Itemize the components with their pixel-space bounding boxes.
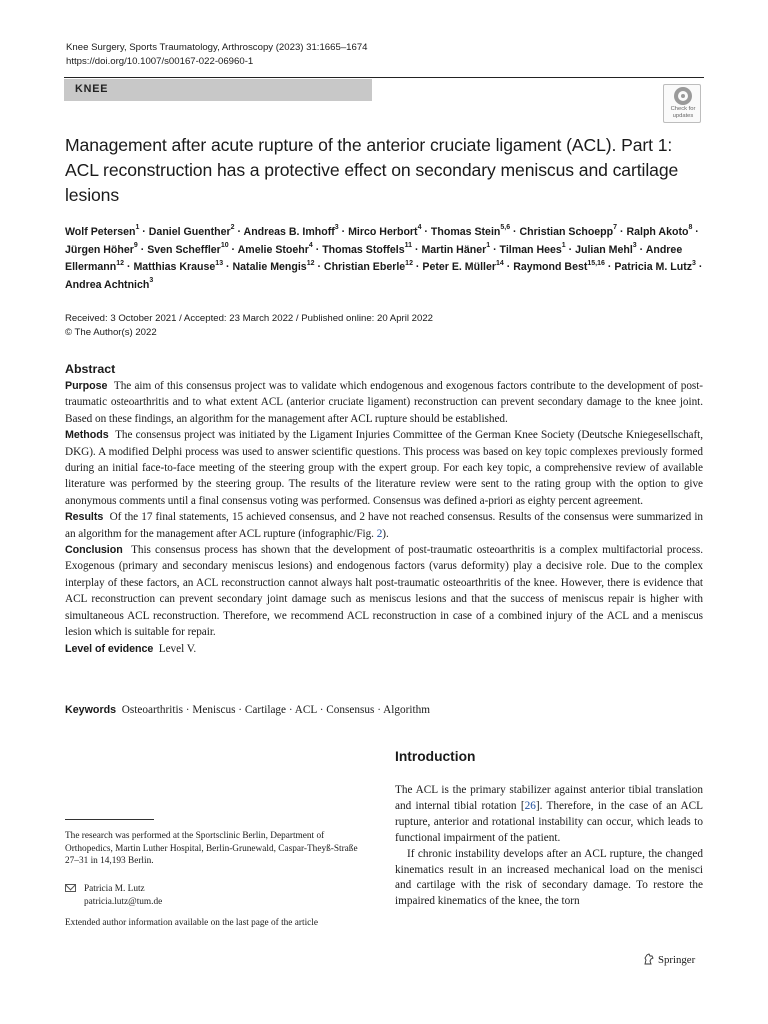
results-text: Of the 17 final statements, 15 achieved consensus, and 2 have not reached consensus. Results of the consensus were summarized in an algorithm for the management after ACL rupture (infographic/Fig.: [65, 511, 703, 540]
conclusion-label: Conclusion: [65, 544, 123, 557]
publisher-name: Springer: [658, 954, 696, 966]
author-name[interactable]: Andree Ellermann: [65, 243, 683, 274]
check-for-updates-badge[interactable]: [663, 84, 701, 123]
affiliation-marker: 12: [116, 259, 125, 267]
footnote-rule: [65, 819, 154, 820]
citation-ref-link[interactable]: 26: [524, 799, 536, 812]
affiliation-marker: 13: [215, 259, 224, 267]
affiliation-marker: 15,16: [587, 259, 605, 267]
author-name[interactable]: Mirco Herbort: [348, 226, 418, 238]
author-name[interactable]: Martin Häner: [421, 243, 487, 256]
abstract-results: [65, 509, 703, 542]
intro-p1-text: The ACL is the primary stabilizer against anterior tibial translation and internal tibial rotation [: [395, 784, 703, 812]
header-rule: [64, 77, 704, 78]
affiliation-marker: 2: [230, 224, 235, 232]
research-footnote: The research was performed at the Sportsclinic Berlin, Department of Orthopedics, Martin Luther Hospital, Berlin-Grunewald, Caspar-Theyß-Straße 27–31 in 14,193 Berlin.: [65, 831, 358, 867]
author-name[interactable]: Amelie Stoehr: [237, 243, 309, 256]
journal-citation: Knee Surgery, Sports Traumatology, Arthroscopy (2023) 31:1665–1674: [66, 42, 368, 53]
publication-dates: [65, 312, 433, 340]
author-name[interactable]: Daniel Guenther: [148, 226, 231, 238]
affiliation-marker: 7: [613, 224, 618, 232]
affiliation-marker: 8: [688, 224, 693, 232]
affiliation-marker: 4: [308, 242, 313, 250]
level-label: Level of evidence: [65, 642, 154, 655]
author-name[interactable]: Sven Scheffler: [147, 243, 221, 256]
affiliation-marker: 3: [632, 242, 637, 250]
section-label: KNEE: [75, 83, 109, 95]
affiliation-marker: 1: [561, 242, 566, 250]
author-name[interactable]: Ralph Akoto: [626, 226, 689, 238]
affiliation-marker: 12: [405, 259, 413, 267]
author-name[interactable]: Natalie Mengis: [232, 261, 307, 274]
author-name[interactable]: Thomas Stoffels: [322, 243, 405, 256]
introduction-heading: Introduction: [395, 749, 476, 764]
results-label: Results: [65, 511, 104, 524]
introduction-body: [395, 783, 703, 910]
author-name[interactable]: Patricia M. Lutz: [614, 261, 693, 274]
author-name[interactable]: Andreas B. Imhoff: [243, 226, 335, 238]
article-title: Management after acute rupture of the anterior cruciate ligament (ACL). Part 1: ACL reconstruction has a protective effect on secondary meniscus and cartilage lesions: [65, 135, 679, 205]
affiliation-marker: 3: [334, 224, 339, 232]
affiliation-marker: 9: [133, 242, 138, 250]
contact-name: Patricia M. Lutz: [84, 884, 145, 894]
abstract-level: [65, 641, 703, 657]
figure-ref-link[interactable]: 2: [376, 527, 383, 540]
abstract: [65, 361, 703, 657]
author-name[interactable]: Julian Mehl: [575, 243, 633, 256]
abstract-conclusion: [65, 542, 703, 640]
keywords-text: Osteoarthritis · Meniscus · Cartilage · ACL · Consensus · Algorithm: [121, 704, 431, 716]
keywords-label: Keywords: [65, 704, 117, 716]
affiliation-marker: 3: [692, 259, 696, 267]
keywords: [65, 702, 430, 718]
affiliation-marker: 14: [495, 259, 504, 267]
envelope-icon: [65, 884, 76, 892]
update-icon: [674, 87, 692, 105]
affiliation-marker: 5,6: [500, 224, 511, 232]
corresponding-author: [65, 883, 162, 908]
affiliation-marker: 4: [417, 224, 422, 232]
author-name[interactable]: Jürgen Höher: [65, 243, 134, 256]
copyright: © The Author(s) 2022: [65, 327, 157, 338]
contact-email-link[interactable]: patricia.lutz@tum.de: [84, 896, 163, 907]
purpose-label: Purpose: [65, 380, 108, 392]
abstract-heading: Abstract: [65, 362, 116, 376]
affiliation-marker: 10: [220, 242, 229, 250]
intro-paragraph-1: [395, 783, 703, 847]
author-name[interactable]: Andrea Achtnich: [65, 278, 150, 291]
author-name[interactable]: Matthias Krause: [133, 261, 216, 274]
abstract-purpose: [65, 378, 703, 427]
badge-line-2: updates: [672, 113, 694, 119]
affiliation-marker: 1: [486, 242, 491, 250]
doi-link[interactable]: https://doi.org/10.1007/s00167-022-06960-1: [66, 56, 254, 67]
affiliation-marker: 3: [149, 277, 154, 285]
affiliation-marker: 11: [404, 242, 413, 250]
badge-line-1: Check for: [670, 106, 696, 112]
author-name[interactable]: Christian Eberle: [323, 261, 406, 274]
author-name[interactable]: Wolf Petersen: [65, 226, 136, 238]
methods-text: The consensus project was initiated by the Ligament Injuries Committee of the German Knee Society (Deutsche Kniegesellschaft, DKG). A modified Delphi process was used to answer scientific questions. This process was based on key topic complexes previously formed during an initial face-to-face meeting of the steering group with the expert group. For each key topic, a comprehensive review of available literature was performed by the steering group. The results of the literature review were sent to the rating group with the option to give anonymous comments until a final consensus voting was performed. Consensus was defined a-priori as eighty percent agreement.: [65, 429, 703, 507]
publisher-logo: [643, 953, 695, 967]
author-name[interactable]: Raymond Best: [513, 261, 588, 274]
extended-author-info: Extended author information available on the last page of the article: [65, 918, 318, 928]
section-bar: [64, 79, 372, 101]
level-text: Level V.: [158, 642, 197, 655]
results-text-end: ).: [382, 527, 389, 540]
author-name[interactable]: Thomas Stein: [430, 226, 501, 238]
author-list: Wolf Petersen$^1$ · Daniel Guenther$^2$ · Andreas B. Imhoff$^3$ · Mirco Herbort$^4$ · Thomas Stein$^{5,6}$ · Christian Schoepp$^7$ · Ralph Akoto$^8$ · Jürgen Höher$^9$ · Sven Scheffler$^{10}$ · Amelie Stoehr$^4$ · Thomas Stoffels$^{11}$ · Martin Häner$^1$ · Tilman Hees$^1$ · Julian Mehl$^3$ · Andree Ellermann$^{12}$ · Matthias Krause$^{13}$ · Natalie Mengis$^{12}$ · Christian Eberle$^{12}$ · Peter E. Müller$^{14}$ · Raymond Best$^{15,16}$ · Patricia M. Lutz$^3$ · Andrea Achtnich$^3$: [65, 224, 703, 291]
affiliation-marker: 12: [306, 259, 315, 267]
author-name[interactable]: Tilman Hees: [499, 243, 562, 256]
history-dates: Received: 3 October 2021 / Accepted: 23 March 2022 / Published online: 20 April 2022: [65, 313, 434, 324]
affiliation-marker: 1: [135, 224, 140, 232]
conclusion-text: This consensus process has shown that the development of post-traumatic osteoarthritis is a complex multifactorial process. Exogenous (primary and secondary meniscus lesions) and endogenous factors (varus deformity) play a decisive role. Due to the complex interplay of these factors, an ACL reconstruction cannot always halt post-traumatic osteoarthritis of the knee. However, there is evidence that ACL reconstruction can prevent secondary joint damage such as meniscus lesions and that the success of meniscus repair is higher with simultaneous ACL reconstruction. Therefore, we recommend ACL reconstruction in case of a combined injury of the ACL and a meniscus lesion which is suitable for repair.: [65, 544, 703, 639]
author-name[interactable]: Christian Schoepp: [519, 226, 614, 238]
purpose-text: The aim of this consensus project was to validate which endogenous and exogenous factors contribute to the development of post-traumatic osteoarthritis and to what extent ACL (anterior cruciate ligament) reconstruction can prevent secondary damage to the knee joint. Based on these findings, an algorithm for the management after ACL rupture should be established.: [65, 380, 703, 425]
author-name[interactable]: Peter E. Müller: [422, 261, 496, 274]
abstract-methods: [65, 427, 703, 509]
intro-p1-text-end: ]. Therefore, in the case of an ACL rupture, anterior and rotational instability can occur, which leads to functional impairment of the patient.: [395, 799, 703, 844]
springer-horse-icon: [643, 953, 654, 965]
intro-paragraph-2: If chronic instability develops after an ACL rupture, the changed kinematics result in an increased mechanical load on the menisci and cartilage with the risk of secondary damage. To restore the impaired kinematics of the knee, the torn: [395, 847, 703, 908]
methods-label: Methods: [65, 429, 109, 442]
